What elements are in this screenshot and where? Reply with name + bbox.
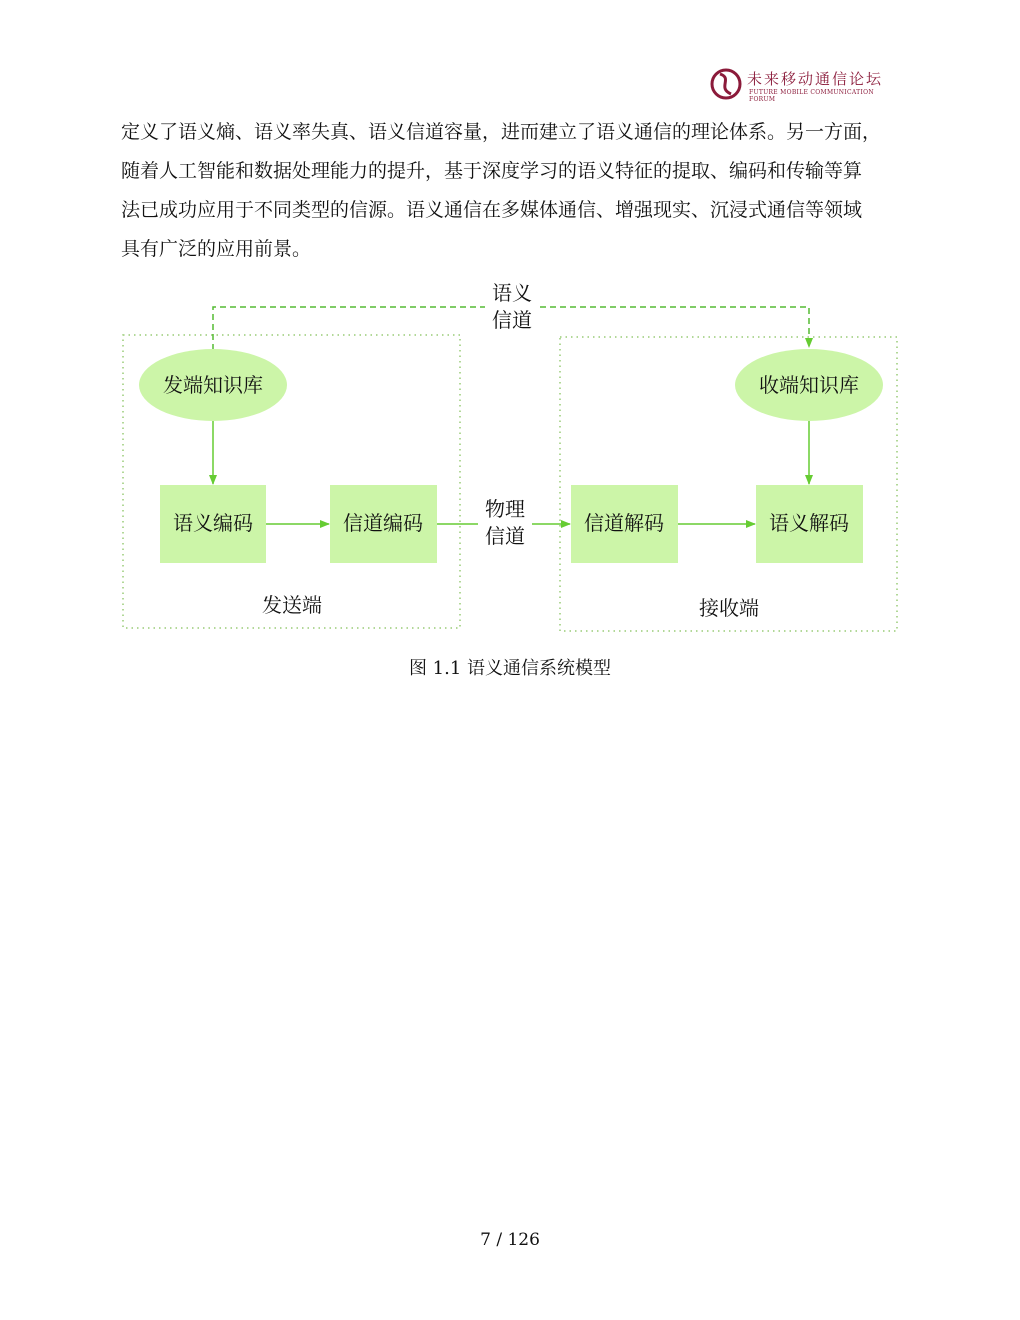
- logo-english-name: FUTURE MOBILE COMMUNICATION FORUM: [749, 89, 874, 103]
- semantic-decoding-label: 语义解码: [769, 511, 849, 535]
- channel-decoding-label: 信道解码: [584, 511, 664, 535]
- receiver-label: 接收端: [699, 596, 759, 620]
- page-number: 7 / 126: [480, 1230, 540, 1250]
- semantic-communication-diagram: [110, 275, 910, 640]
- semantic-encoding-label: 语义编码: [173, 511, 253, 535]
- logo-chinese-name: 未来移动通信论坛: [747, 70, 884, 88]
- channel-encoding-label: 信道编码: [343, 511, 423, 535]
- header-logo: [709, 66, 884, 102]
- sender-label: 发送端: [262, 593, 322, 617]
- figure-caption: 图 1.1 语义通信系统模型: [408, 658, 612, 679]
- physical-channel-label-line1: 物理: [485, 497, 525, 521]
- physical-channel-label-line2: 信道: [485, 524, 525, 548]
- sender-knowledge-base-label: 发端知识库: [163, 373, 263, 397]
- receiver-knowledge-base-label: 收端知识库: [759, 373, 859, 397]
- semantic-channel-label-line2: 信道: [492, 308, 532, 332]
- semantic-channel-label-line1: 语义: [492, 281, 532, 305]
- body-line-4: 具有广泛的应用前景。: [121, 238, 312, 260]
- body-line-2: 随着人工智能和数据处理能力的提升，基于深度学习的语义特征的提取、编码和传输等算: [121, 160, 863, 182]
- body-line-3: 法已成功应用于不同类型的信源。语义通信在多媒体通信、增强现实、沉浸式通信等领域: [121, 199, 863, 221]
- body-line-1: 定义了语义熵、语义率失真、语义信道容量，进而建立了语义通信的理论体系。另一方面，: [121, 121, 882, 143]
